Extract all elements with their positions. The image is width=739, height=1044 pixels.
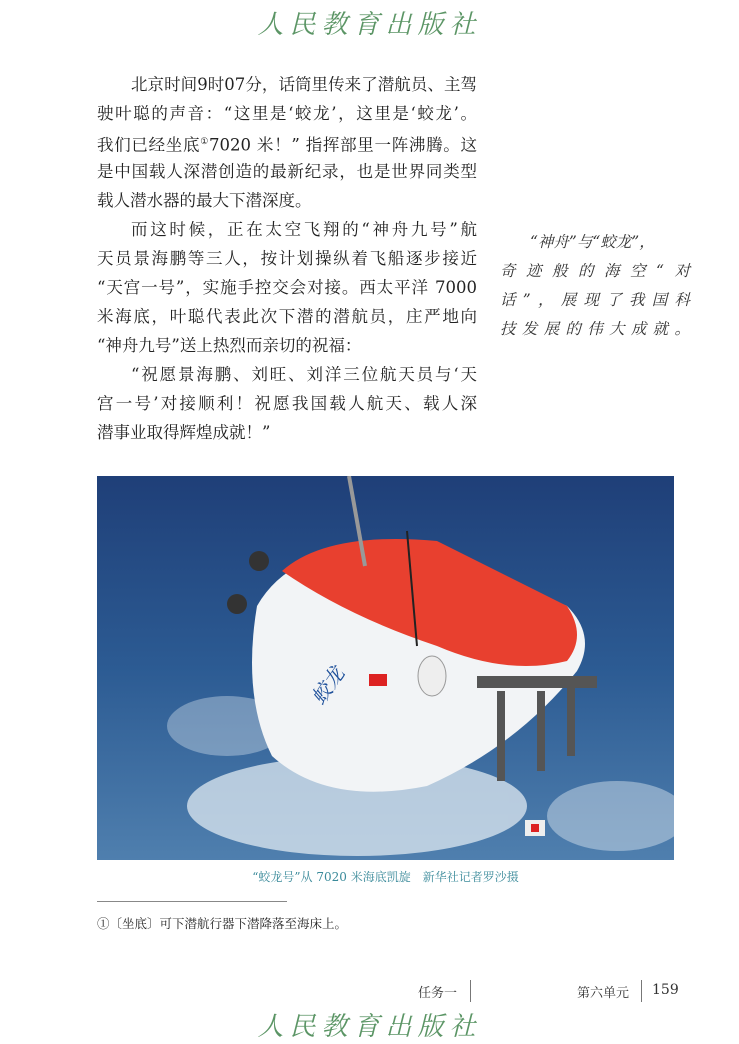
text-line: 北京时间9时07分，话筒里传来了潜航员、主驾 — [131, 75, 477, 94]
sidebar-line: 技发展的伟大成就。 — [500, 320, 690, 338]
footer-divider — [641, 980, 642, 1002]
text-line: 米海底，叶聪代表此次下潜的潜航员，庄严地向 — [97, 307, 477, 326]
sidebar-line: “神舟”与“蛟龙”， — [530, 233, 655, 251]
text-line: 天员景海鹏等三人，按计划操纵着飞船逐步接近 — [97, 249, 477, 268]
publisher-watermark-top: 人民教育出版社 — [257, 10, 482, 40]
text-line: “神舟九号”送上热烈而亲切的祝福： — [97, 336, 362, 355]
footnote-divider — [97, 901, 287, 902]
chinese-flag-decal — [369, 674, 387, 686]
hull-name: 蛟龙 — [306, 662, 350, 709]
footer-unit: 第六单元 — [577, 986, 630, 1001]
text-line: 载人潜水器的最大下潜深度。 — [97, 191, 312, 210]
main-text — [97, 70, 477, 447]
sidebar-line: 话”，展现了我国科 — [500, 291, 690, 309]
sidebar-line: 奇迹般的海空“对 — [500, 262, 690, 280]
footer-task: 任务一 — [418, 986, 458, 1001]
footnote-ref: ① — [200, 137, 209, 147]
text-line: 潜事业取得辉煌成就！” — [97, 423, 271, 442]
footnote: ①〔坐底〕可下潜航行器下潜降落至海床上。 — [97, 916, 348, 931]
text-line: “天宫一号”，实施手控交会对接。西太平洋 7000 — [97, 278, 477, 297]
text-line: “祝愿景海鹏、刘旺、刘洋三位航天员与‘天 — [131, 365, 477, 384]
text-line: 我们已经坐底①7020 米！” 指挥部里一阵沸腾。这 — [97, 135, 478, 155]
text-line: 宫一号’对接顺利！祝愿我国载人航天、载人深 — [97, 394, 477, 413]
text-line: 驶叶聪的声音：“这里是‘蛟龙’，这里是‘蛟龙’。 — [97, 104, 477, 123]
text-line: 而这时候，正在太空飞翔的“神舟九号”航 — [131, 220, 477, 239]
text-line: 是中国载人深潜创造的最新纪录，也是世界同类型 — [97, 162, 477, 181]
footer-divider — [470, 980, 471, 1002]
photo-caption: “蛟龙号”从 7020 米海底凯旋 新华社记者罗沙摄 — [252, 870, 519, 884]
jiaolong-submersible-photo — [97, 476, 674, 860]
page-number: 159 — [652, 982, 679, 998]
sidebar-note — [500, 228, 690, 344]
publisher-watermark-bottom: 人民教育出版社 — [257, 1012, 482, 1042]
